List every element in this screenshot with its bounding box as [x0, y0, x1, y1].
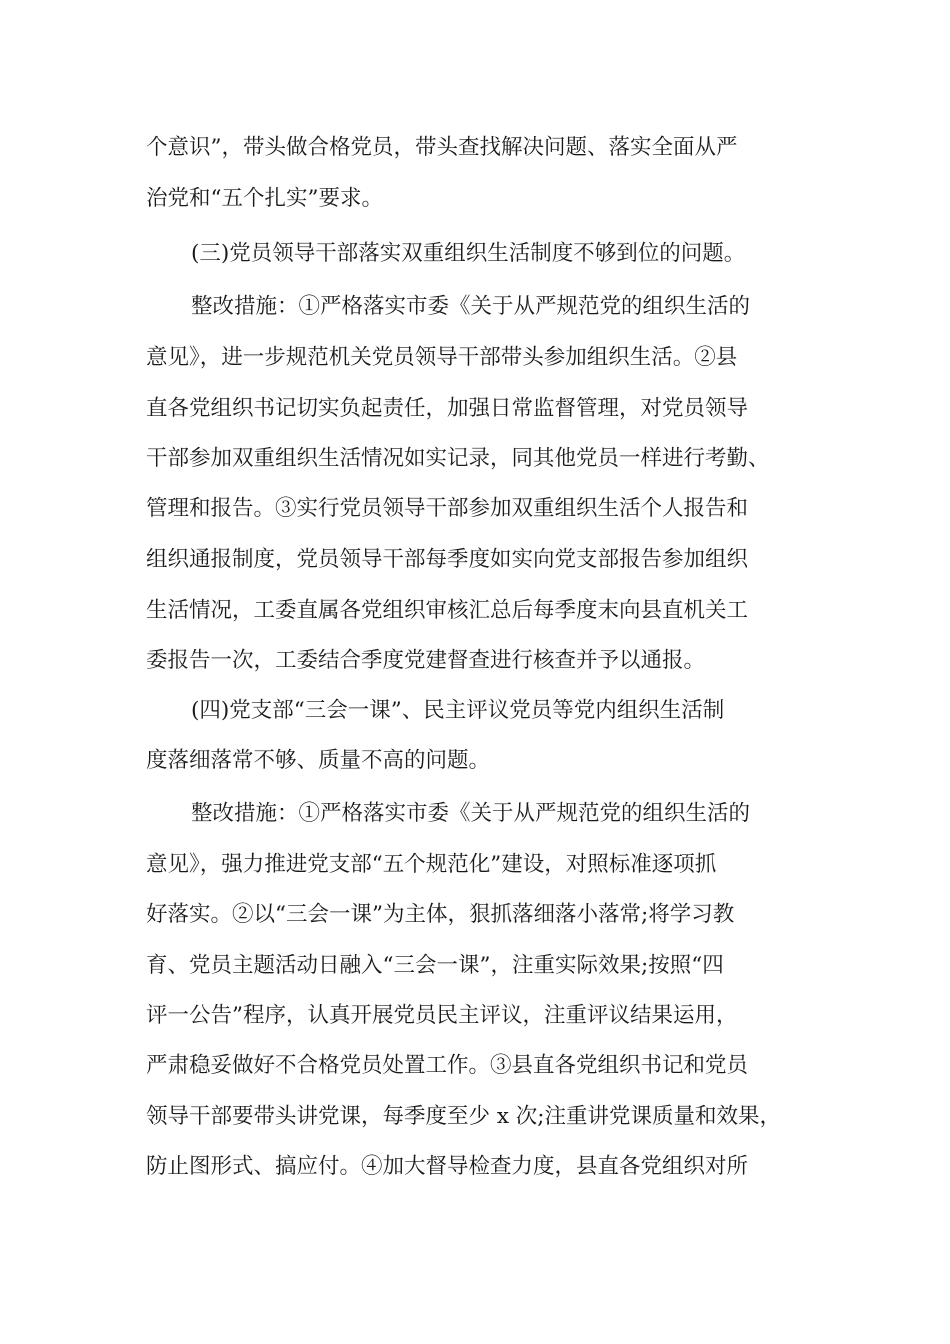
text-line: 个意识”，带头做合格党员，带头查找解决问题、落实全面从严	[146, 135, 738, 160]
paragraph-start: 整改措施：①严格落实市委《关于从严规范党的组织生活的	[191, 801, 751, 826]
text-line: 意见》，强力推进党支部“五个规范化”建设，对照标准逐项抓	[146, 852, 717, 877]
text-line: 意见》，进一步规范机关党员领导干部带头参加组织生活。②县	[146, 345, 738, 370]
paragraph-start: 整改措施：①严格落实市委《关于从严规范党的组织生活的	[191, 294, 751, 319]
text-line: 治党和“五个扎实”要求。	[146, 186, 383, 211]
text-line: 严肃稳妥做好不合格党员处置工作。③县直各党组织书记和党员	[146, 1053, 749, 1078]
text-line: 领导干部要带头讲党课，每季度至少 x 次;注重讲党课质量和效果，	[146, 1104, 782, 1129]
section-heading: (三)党员领导干部落实双重组织生活制度不够到位的问题。	[191, 241, 746, 266]
text-line: 管理和报告。③实行党员领导干部参加双重组织生活个人报告和	[146, 496, 749, 521]
text-line: 好落实。②以“三会一课”为主体，狠抓落细落小落常;将学习教	[146, 902, 735, 927]
text-line: 防止图形式、搞应付。④加大督导检查力度，县直各党组织对所	[146, 1154, 749, 1179]
text-line: 组织通报制度，党员领导干部每季度如实向党支部报告参加组织	[146, 547, 749, 572]
section-heading: (四)党支部“三会一课”、民主评议党员等党内组织生活制	[191, 698, 725, 723]
text-line: 委报告一次，工委结合季度党建督查进行核查并予以通报。	[146, 648, 706, 673]
text-line: 直各党组织书记切实负起责任，加强日常监督管理，对党员领导	[146, 396, 749, 421]
text-line: 生活情况，工委直属各党组织审核汇总后每季度末向县直机关工	[146, 598, 749, 623]
text-line: 育、党员主题活动日融入“三会一课”，注重实际效果;按照“四	[146, 953, 724, 978]
text-line: 干部参加双重组织生活情况如实记录，同其他党员一样进行考勤、	[146, 446, 770, 471]
text-line: 评一公告”程序，认真开展党员民主评议，注重评议结果运用，	[146, 1003, 738, 1028]
text-line: 度落细落常不够、质量不高的问题。	[146, 748, 491, 773]
